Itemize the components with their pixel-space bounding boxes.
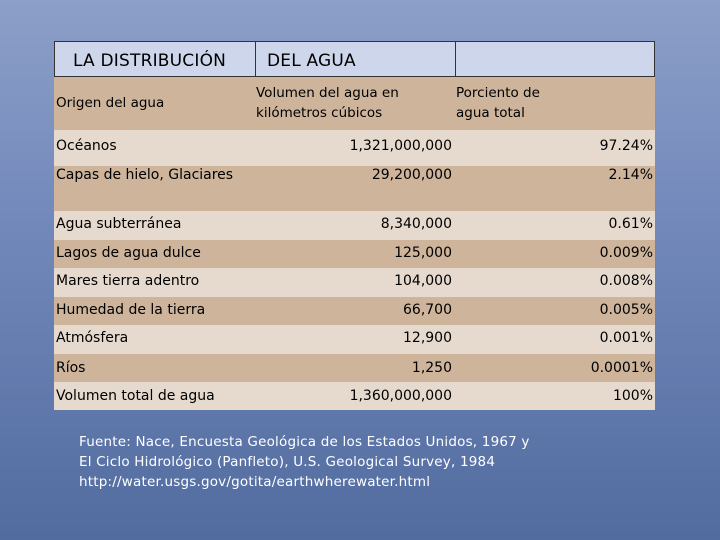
row-percent: 0.009% — [599, 245, 653, 261]
row-volume: 125,000 — [394, 245, 452, 261]
row-origin: Mares tierra adentro — [56, 273, 200, 289]
table-row — [54, 240, 655, 268]
table-row — [54, 130, 655, 166]
row-percent: 0.005% — [599, 302, 653, 318]
header-percent-line1: Porciento de — [456, 85, 540, 101]
title-part-1: LA DISTRIBUCIÓN — [73, 51, 227, 71]
row-volume: 8,340,000 — [380, 216, 452, 232]
row-volume: 1,321,000,000 — [349, 138, 452, 154]
table-row — [54, 325, 655, 354]
row-percent: 97.24% — [599, 138, 653, 154]
table-total-row — [54, 382, 655, 410]
header-volume-line1: Volumen del agua en — [256, 85, 399, 101]
water-distribution-table — [54, 77, 655, 410]
row-origin: Océanos — [56, 138, 117, 154]
table-row — [54, 354, 655, 382]
row-origin: Lagos de agua dulce — [56, 245, 201, 261]
row-origin: Humedad de la tierra — [56, 302, 206, 318]
row-percent: 0.008% — [599, 273, 653, 289]
row-volume: 29,200,000 — [371, 167, 452, 183]
row-percent: 100% — [612, 388, 653, 404]
title-row — [54, 41, 655, 77]
row-origin: Ríos — [56, 360, 86, 376]
row-origin: Capas de hielo, Glaciares — [56, 167, 234, 183]
row-volume: 12,900 — [403, 330, 452, 346]
table-row — [54, 268, 655, 297]
table-row — [54, 211, 655, 240]
row-origin: Volumen total de agua — [56, 388, 215, 404]
row-volume: 1,250 — [411, 360, 452, 376]
row-volume: 104,000 — [394, 273, 452, 289]
source-line: El Ciclo Hidrológico (Panfleto), U.S. Geological Survey, 1984 — [79, 454, 496, 470]
row-percent: 0.61% — [608, 216, 653, 232]
title-divider — [455, 42, 456, 76]
header-volume-line2: kilómetros cúbicos — [256, 105, 383, 121]
row-origin: Agua subterránea — [56, 216, 182, 232]
source-line: Fuente: Nace, Encuesta Geológica de los Estados Unidos, 1967 y — [79, 434, 530, 450]
source-url: http://water.usgs.gov/gotita/earthwherewater.html — [79, 474, 431, 490]
row-volume: 66,700 — [403, 302, 452, 318]
row-percent: 0.0001% — [590, 360, 653, 376]
table-row — [54, 166, 655, 211]
row-percent: 0.001% — [599, 330, 653, 346]
table-header-row — [54, 77, 655, 130]
table-row — [54, 297, 655, 325]
source-citation — [79, 432, 599, 492]
title-divider — [255, 42, 256, 76]
row-origin: Atmósfera — [56, 330, 129, 346]
header-origin: Origen del agua — [56, 95, 165, 111]
title-part-2: DEL AGUA — [267, 51, 356, 71]
row-volume: 1,360,000,000 — [349, 388, 452, 404]
header-percent-line2: agua total — [456, 105, 525, 121]
row-percent: 2.14% — [608, 167, 653, 183]
